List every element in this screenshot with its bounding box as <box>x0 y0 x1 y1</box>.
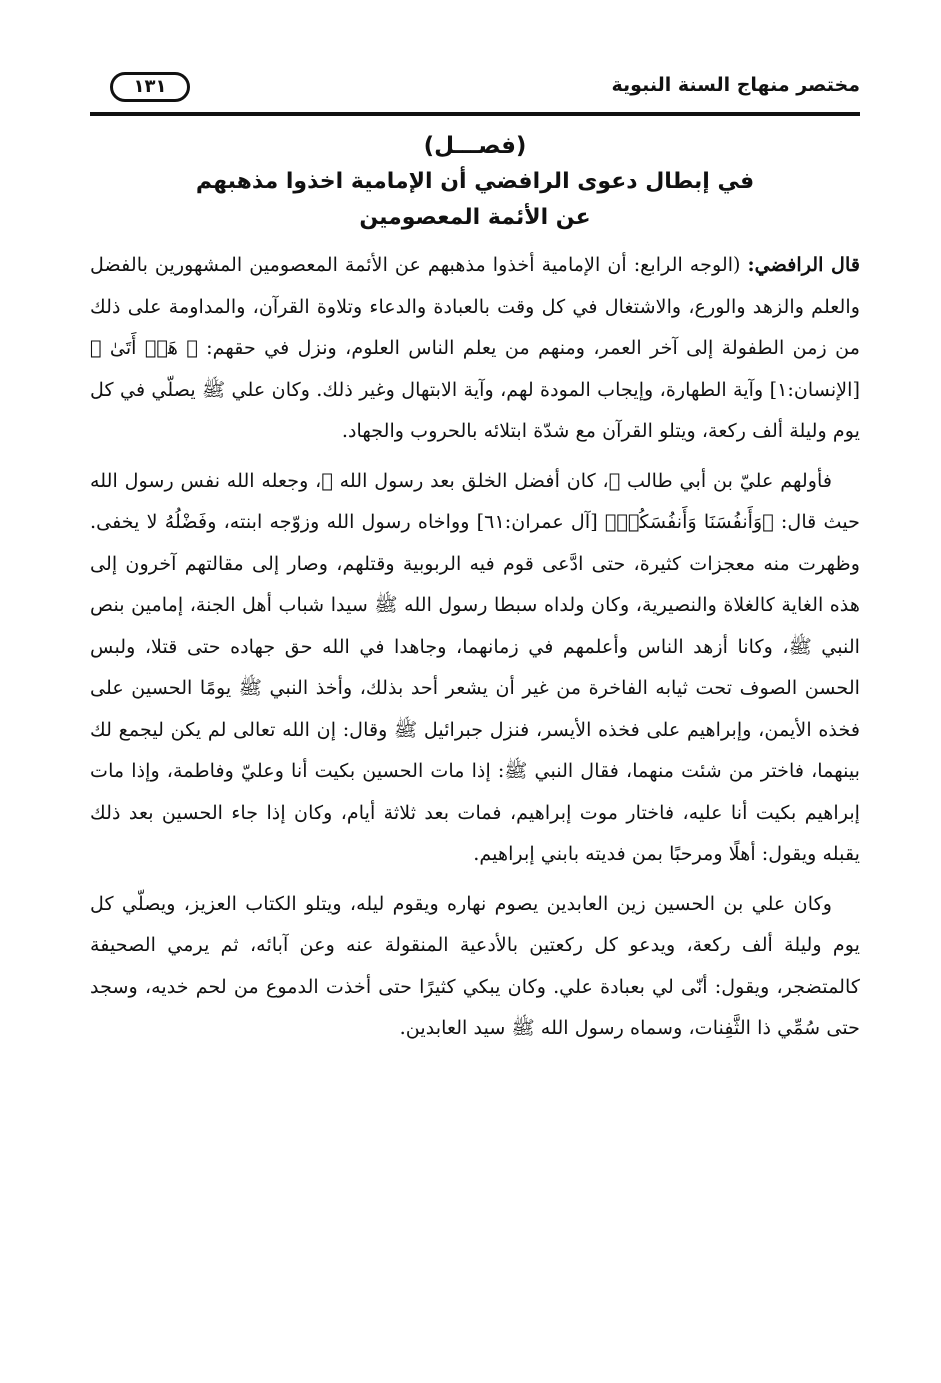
page <box>90 60 860 1057</box>
section-heading <box>90 128 860 236</box>
book-title: مختصر منهاج السنة النبوية <box>611 74 860 96</box>
paragraph: وكان علي بن الحسين زين العابدين يصوم نهاره ويقوم ليله، ويتلو الكتاب العزيز، ويصلّي كل يوم وليلة ألف ركعة، ويدعو كل ركعتين بالأدعية المنقولة عنه وعن آبائه، ثم يرمي الصحيفة كالمتضجر، ويقول: أنّى لي بعبادة علي. وكان يبكي كثيرًا حتى أخذت الدموع من لحم خديه، وسجد حتى سُمِّي ذا الثَّفِنات، وسماه رسول الله ﷺ سيد العابدين. <box>90 891 860 1039</box>
paragraph-text: (الوجه الرابع: أن الإمامية أخذوا مذهبهم عن الأئمة المعصومين المشهورين بالفضل والعلم والزهد والورع، والاشتغال في كل وقت بالعبادة والدعاء وتلاوة القرآن، والمداومة على ذلك من زمن الطفولة إلى آخر العمر، ومنهم من يعلم الناس العلوم، ونزل في حقهم: ﴿ هَلۡ أَتَىٰ ﴾ [الإنسان:١] وآية الطهارة، وإيجاب المودة لهم، وآية الابتهال وغير ذلك. وكان علي ﷺ يصلّي في كل يوم وليلة ألف ركعة، ويتلو القرآن مع شدّة ابتلائه بالحروب والجهاد. <box>90 253 860 442</box>
body-text <box>90 244 860 1049</box>
speaker-label: قال الرافضي: <box>747 253 860 276</box>
running-header <box>90 60 860 116</box>
paragraph <box>90 244 860 452</box>
paragraph: فأولهم عليّ بن أبي طالب ﷺ، كان أفضل الخلق بعد رسول الله ﷺ، وجعله الله نفس رسول الله حيث قال: ﴿وَأَنفُسَنَا وَأَنفُسَكُمۡ﴾ [آل عمران:٦١] وواخاه رسول الله وزوّجه ابنته، وفَضْلُهُ لا يخفى. وظهرت منه معجزات كثيرة، حتى ادَّعى قوم فيه الربوبية وقتلهم، وصار إلى مقالتهم آخرون إلى هذه الغاية كالغلاة والنصيرية، وكان ولداه سبطا رسول الله ﷺ سيدا شباب أهل الجنة، إمامين بنص النبي ﷺ، وكانا أزهد الناس وأعلمهم في زمانهما، وجاهدا في الله حق جهاده حتى قتلا، ولبس الحسن الصوف تحت ثيابه الفاخرة من غير أن يشعر أحد بذلك، وأخذ النبي ﷺ يومًا الحسين على فخذه الأيمن، وإبراهيم على فخذه الأيسر، فنزل جبرائيل ﷺ وقال: إن الله تعالى لم يكن ليجمع لك بينهما، فاختر من شئت منهما، فقال النبي ﷺ: إذا مات الحسين بكيت أنا وعليّ وفاطمة، وإذا مات إبراهيم بكيت أنا عليه، فاختار موت إبراهيم، فمات بعد ثلاثة أيام، وكان إذا جاء الحسين بعد ذلك يقبله ويقول: أهلًا ومرحبًا بمن فديته بابني إبراهيم. <box>90 468 860 865</box>
section-title-line-2: عن الأئمة المعصومين <box>359 205 591 230</box>
section-label: (فصـــل) <box>423 133 527 159</box>
page-number: ١٣١ <box>110 72 190 102</box>
section-title-line-1: في إبطال دعوى الرافضي أن الإمامية اخذوا مذهبهم <box>195 169 755 194</box>
